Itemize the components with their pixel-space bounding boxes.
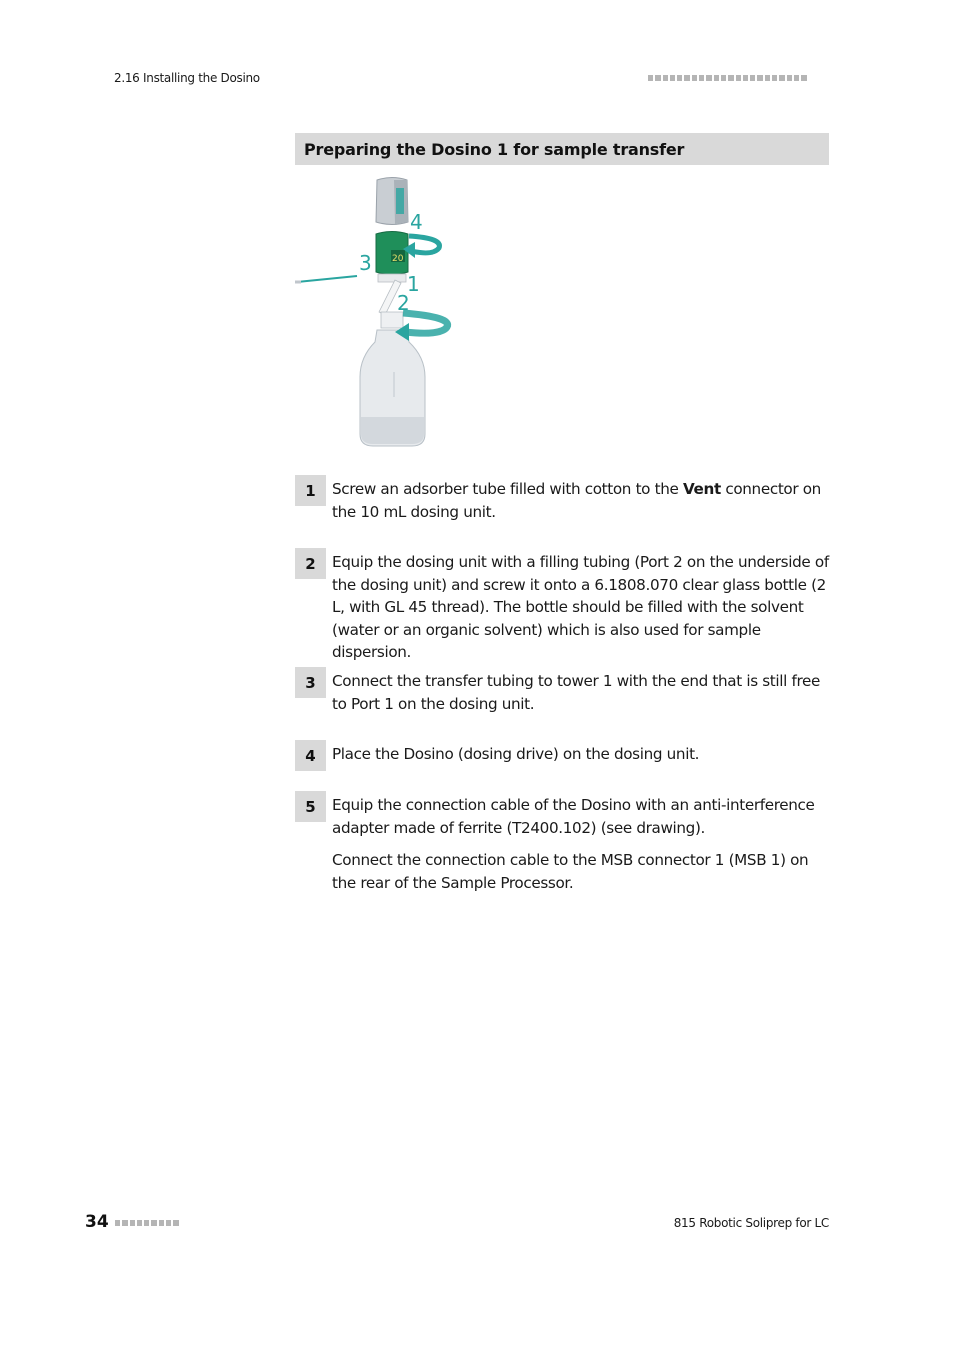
callout-2: 2 [397, 291, 410, 315]
callout-1: 1 [407, 272, 420, 296]
step-5-text: Equip the connection cable of the Dosino with an anti-interference adapter made of ferrite (T2400.102) (see drawing). [332, 796, 815, 837]
step-number-3: 3 [295, 667, 326, 698]
step-1-text [332, 478, 832, 523]
section-title: Preparing the Dosino 1 for sample transfer [304, 139, 685, 159]
glass-bottle-image [360, 330, 425, 446]
step-number-4: 4 [295, 740, 326, 771]
step-2-text: Equip the dosing unit with a filling tubing (Port 2 on the underside of the dosing unit) and screw it onto a 6.1808.070 clear glass bottle (2 L, with GL 45 thread). The bottle should be filled with the solvent (water or an organic solvent) which is also used for sample dispersion. [332, 553, 829, 662]
dosino-assembly-illustration [295, 172, 465, 452]
step-3-text: Connect the transfer tubing to tower 1 with the end that is still free to Port 1 on the dosing unit. [332, 672, 821, 713]
step-number-1: 1 [295, 475, 326, 506]
step-number-2: 2 [295, 548, 326, 579]
step-1-text-before: Screw an adsorber tube filled with cotton to the [332, 480, 683, 498]
dosing-unit-display: 20 [392, 254, 404, 264]
dosing-unit-image [376, 232, 408, 283]
running-header-section: 2.16 Installing the Dosino [114, 71, 260, 85]
step-1-bold-term: Vent [682, 480, 721, 498]
step-number-5: 5 [295, 791, 326, 822]
running-footer-product: 815 Robotic Soliprep for LC [673, 1216, 829, 1230]
step-5-text-continued: Connect the connection cable to the MSB connector 1 (MSB 1) on the rear of the Sample Processor. [332, 851, 809, 892]
header-decoration-dots [648, 75, 807, 81]
callout-4: 4 [410, 210, 423, 234]
transfer-tubing [297, 276, 357, 282]
page-number: 34 [85, 1212, 109, 1232]
callout-3: 3 [359, 251, 372, 275]
step-4-text: Place the Dosino (dosing drive) on the dosing unit. [332, 745, 700, 763]
section-heading-bar [295, 133, 829, 165]
dosino-drive-image [376, 178, 408, 225]
step-1-text-after: connector on the 10 mL dosing unit. [332, 480, 821, 521]
footer-decoration-dots [115, 1220, 179, 1226]
